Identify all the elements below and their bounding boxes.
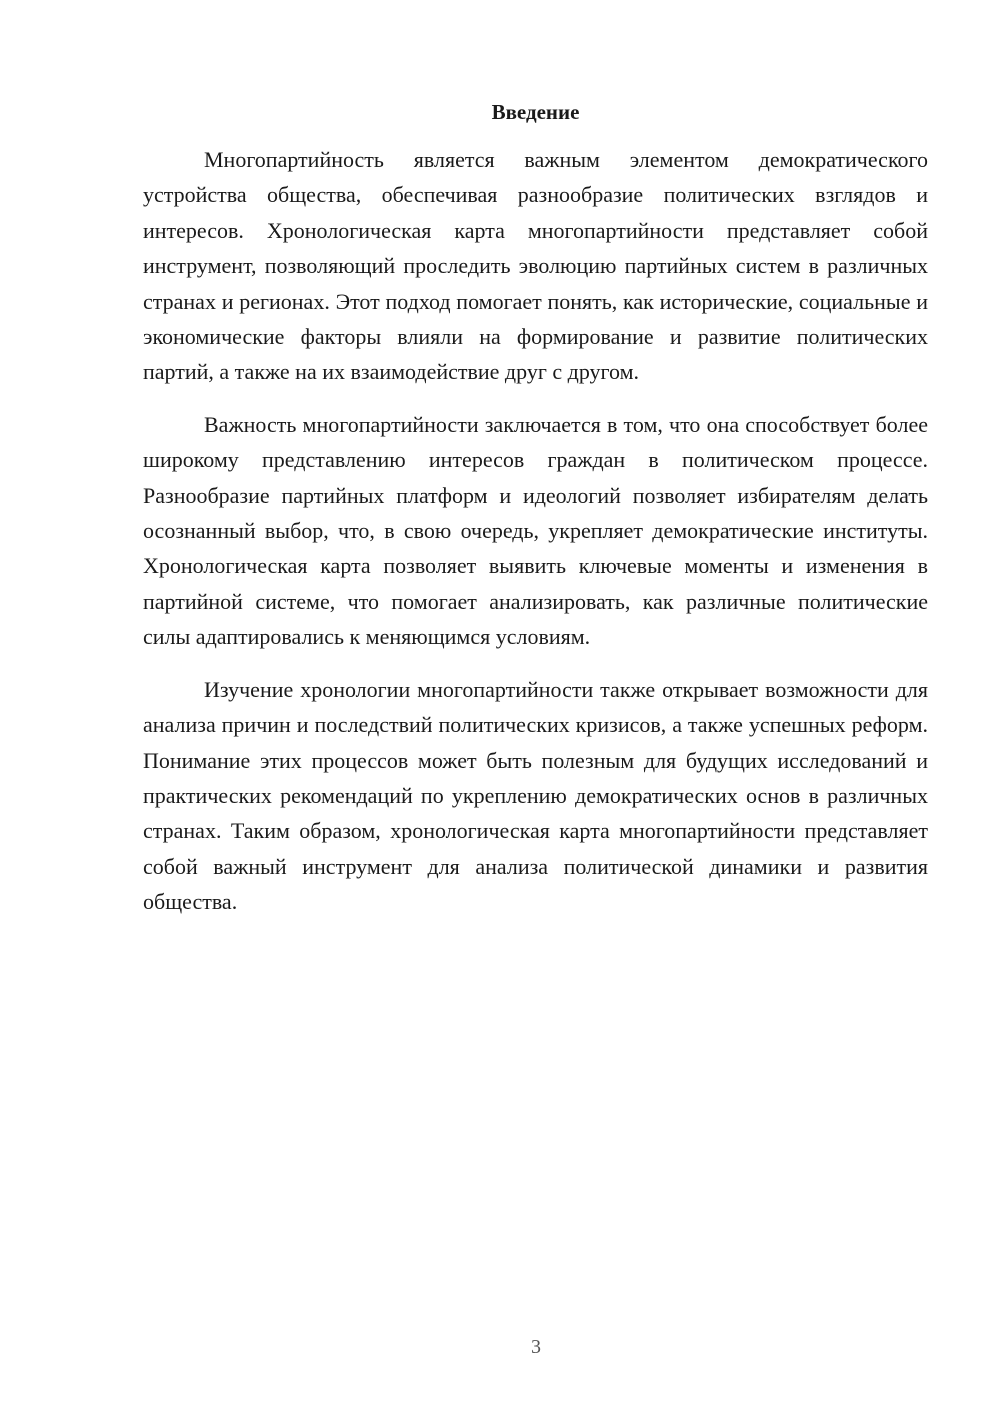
section-heading: Введение: [491, 100, 580, 124]
paragraph-1: Многопартийность является важным элементом демократического устройства общества, обеспечивая разнообразие политических взглядов и интересов. Хронологическая карта многопартийности представляет собой инструмент, позволяющий проследить эволюцию партийных систем в различных странах и регионах. Этот подход помогает понять, как исторические, социальные и экономические факторы влияли на формирование и развитие политических партий, а также на их взаимодействие друг с другом.: [143, 147, 928, 385]
paragraph-2: Важность многопартийности заключается в том, что она способствует более широкому представлению интересов граждан в политическом процессе. Разнообразие партийных платформ и идеологий позволяет избирателям делать осознанный выбор, что, в свою очередь, укрепляет демократические институты. Хронологическая карта позволяет выявить ключевые моменты и изменения в партийной системе, что помогает анализировать, как различные политические силы адаптировались к меняющимся условиям.: [143, 411, 928, 650]
body-text: [143, 142, 928, 937]
paragraph-3: Изучение хронологии многопартийности также открывает возможности для анализа причин и последствий политических кризисов, а также успешных реформ. Понимание этих процессов может быть полезным для будущих исследований и практических рекомендаций по укреплению демократических основ в различных странах. Таким образом, хронологическая карта многопартийности представляет собой важный инструмент для анализа политической динамики и развития общества.: [143, 676, 928, 915]
page-number: 3: [531, 1336, 541, 1358]
